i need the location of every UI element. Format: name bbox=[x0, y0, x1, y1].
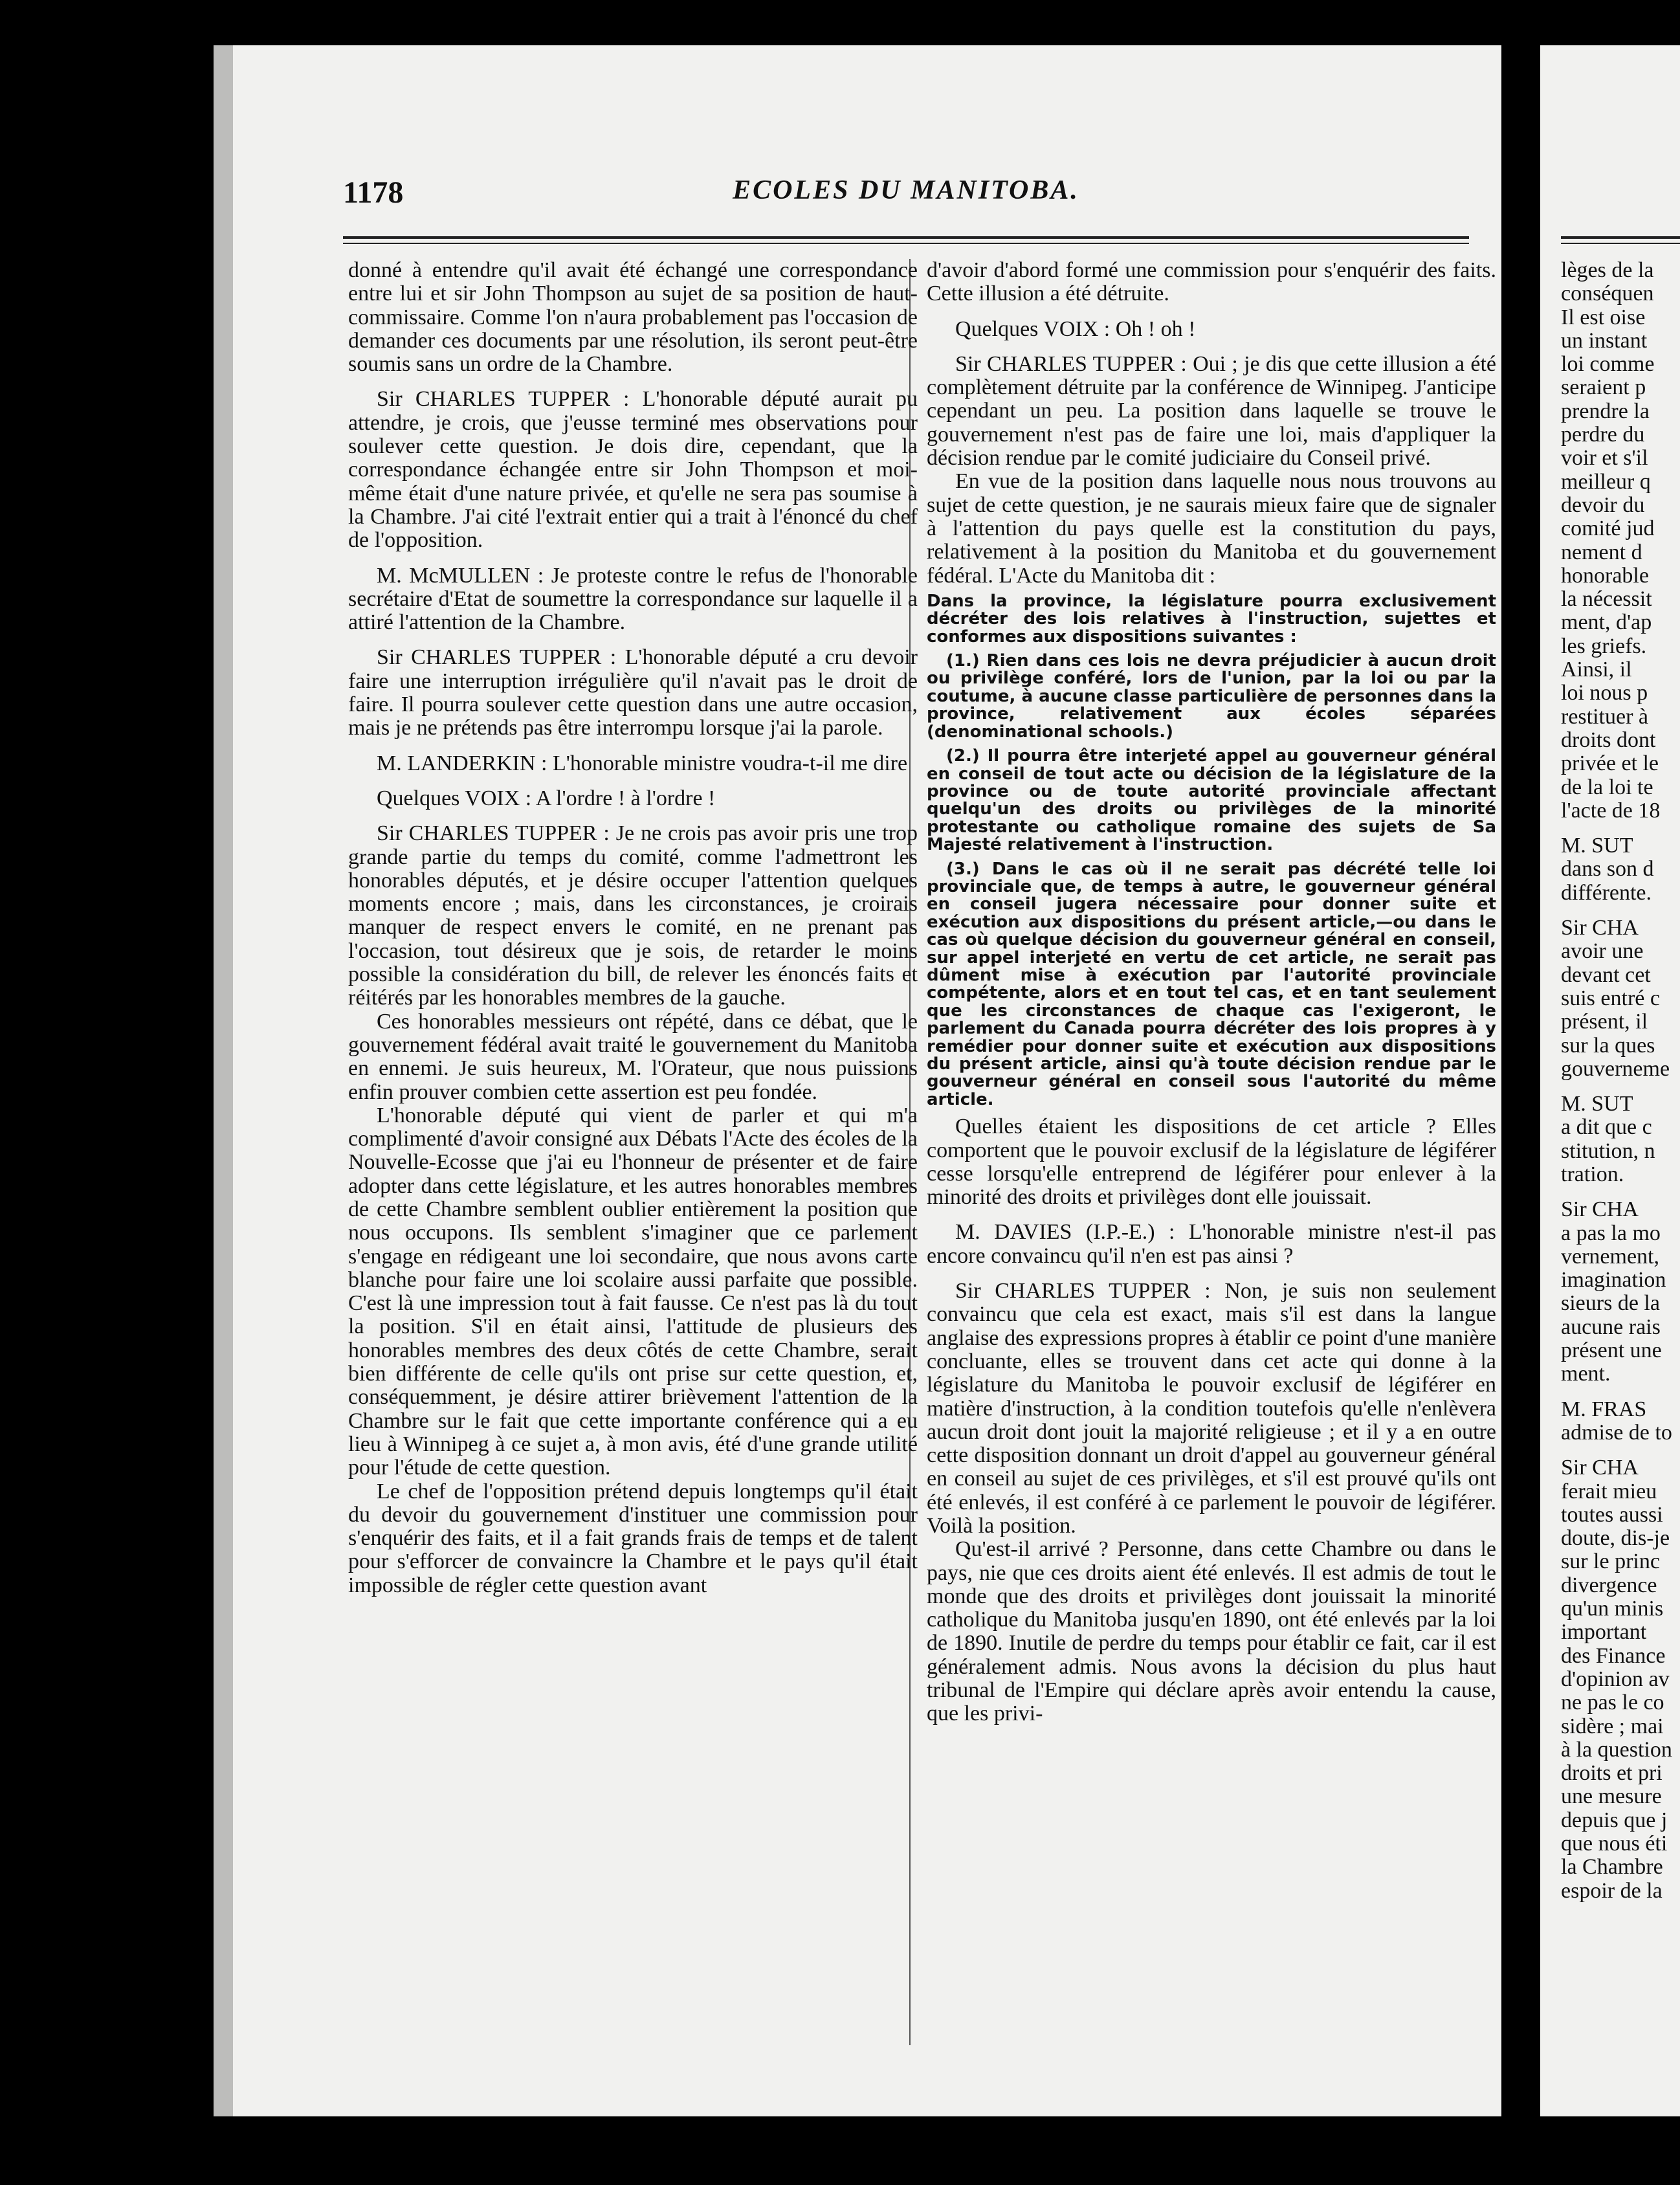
paragraph: Sir CHARLES TUPPER : L'honorable député aurait pu attendre, je crois, que j'eusse terminé mes observations pour soulever cette question. Je dois dire, cependant, que la correspondance échangée entre sir John Thompson et moi-même était d'une nature privée, et qu'elle ne sera pas soumise à la Chambre. J'ai cité l'extrait entier qui a trait à l'énoncé du chef de l'opposition. bbox=[348, 387, 918, 553]
page-number: 1178 bbox=[343, 175, 404, 210]
book-spine-shadow bbox=[214, 45, 233, 2116]
paragraph: M. LANDERKIN : L'honorable ministre voudra-t-il me dire bbox=[377, 751, 908, 775]
facing-line: un instant bbox=[1561, 328, 1648, 353]
facing-line: droits dont bbox=[1561, 727, 1656, 752]
facing-line: depuis que j bbox=[1561, 1808, 1668, 1832]
paragraph: Sir CHARLES TUPPER : L'honorable député a cru devoir faire une interruption irrégulière qu'il n'avait pas le droit de faire. Il pourra soulever cette question dans une autre occasion, mais je ne prétends pas être interrompu lorsque j'ai la parole. bbox=[348, 645, 918, 740]
facing-line: suis entré c bbox=[1561, 986, 1660, 1010]
facing-line: M. SUT bbox=[1561, 1092, 1633, 1116]
facing-line: ment, d'ap bbox=[1561, 610, 1652, 635]
page-header bbox=[343, 175, 1469, 220]
facing-line: important bbox=[1561, 1620, 1647, 1645]
facing-line: doute, dis-je bbox=[1561, 1526, 1670, 1551]
facing-line: divergence bbox=[1561, 1573, 1657, 1597]
header-rule-thin bbox=[343, 243, 1469, 244]
facing-line: dans son d bbox=[1561, 857, 1654, 882]
facing-line-gap bbox=[1561, 1445, 1680, 1456]
facing-line: une mesure bbox=[1561, 1784, 1662, 1809]
facing-line: conséquen bbox=[1561, 282, 1654, 306]
facing-line: ne pas le co bbox=[1561, 1691, 1664, 1715]
facing-line: a dit que c bbox=[1561, 1115, 1652, 1140]
facing-line: sidère ; mai bbox=[1561, 1714, 1664, 1738]
facing-line: Sir CHA bbox=[1561, 916, 1639, 940]
facing-line: sur le princ bbox=[1561, 1549, 1660, 1574]
facing-line: toutes aussi bbox=[1561, 1502, 1663, 1527]
facing-line: ment. bbox=[1561, 1362, 1611, 1386]
facing-line: stitution, n bbox=[1561, 1138, 1655, 1163]
facing-line: honorable bbox=[1561, 563, 1649, 588]
paragraph: Quelques VOIX : Oh ! oh ! bbox=[955, 316, 1196, 341]
facing-line: de la loi te bbox=[1561, 775, 1653, 799]
scan-border-top bbox=[0, 0, 1680, 45]
facing-line: que nous éti bbox=[1561, 1832, 1668, 1856]
facing-line: loi nous p bbox=[1561, 681, 1648, 705]
facing-gutter-shadow bbox=[1501, 0, 1540, 2185]
facing-line: restituer à bbox=[1561, 704, 1648, 729]
facing-line: présent, il bbox=[1561, 1010, 1648, 1034]
facing-line: l'acte de 18 bbox=[1561, 798, 1661, 823]
facing-line: ferait mieu bbox=[1561, 1479, 1657, 1503]
facing-line: présent une bbox=[1561, 1338, 1662, 1363]
facing-line: M. FRAS bbox=[1561, 1397, 1647, 1421]
facing-header-rule bbox=[1561, 236, 1680, 239]
facing-line: droits et pri bbox=[1561, 1761, 1663, 1786]
facing-line-gap bbox=[1561, 823, 1680, 834]
facing-line: admise de to bbox=[1561, 1420, 1672, 1445]
facing-header-rule-thin bbox=[1561, 243, 1680, 244]
paragraph: donné à entendre qu'il avait été échangé une correspondance entre lui et sir John Thompson au sujet de sa position de haut-commissaire. Comme l'on n'aura probablement pas l'occasion de demander ces documents par une résolution, ils seront peut-être soumis sans un ordre de la Chambre. bbox=[348, 258, 918, 377]
facing-line: imagination bbox=[1561, 1268, 1666, 1292]
statute-quote: Dans la province, la législature pourra exclusivement décréter des lois relatives à l'instruction, sujettes et conformes aux dispositions suivantes : bbox=[927, 591, 1496, 647]
facing-line-gap bbox=[1561, 1386, 1680, 1398]
facing-line: qu'un minis bbox=[1561, 1597, 1664, 1621]
facing-line: perdre du bbox=[1561, 423, 1645, 447]
facing-line: privée et le bbox=[1561, 751, 1659, 776]
paragraph: Qu'est-il arrivé ? Personne, dans cette Chambre ou dans le pays, nie que ces droits aient été enlevés. Il est admis de tout le monde que des droits et privilèges dont jouissait la minorité catholique du Manitoba jusqu'en 1890, ont été enlevés par la loi de 1890. Inutile de perdre du temps pour établir ce fait, car il est généralement admis. Nous avons la décision du plus haut tribunal de l'Empire qui déclare après avoir entendu la cause, que les privi- bbox=[927, 1537, 1496, 1726]
paragraph: Sir CHARLES TUPPER : Je ne crois pas avoir pris une trop grande partie du temps du comité, comme l'admettront les honorables députés, et je désire occuper l'attention quelques moments encore ; mais, dans les circonstances, je croirais manquer de respect envers le comité, en ne prenant pas l'occasion, tout désireux que je sois, de retarder le moins possible la considération du bill, de relever les énoncés faits et réitérés par les honorables membres de la gauche. bbox=[348, 821, 918, 1010]
paragraph: M. DAVIES (I.P.-E.) : L'honorable ministre n'est-il pas encore convaincu qu'il n'en est pas ainsi ? bbox=[927, 1220, 1496, 1268]
statute-quote: (3.) Dans le cas où il ne serait pas décrété telle loi provinciale que, de temps à autre, le gouverneur général en conseil jugera nécessaire pour donner suite et exécution aux dispositions du présent article,—ou dans le cas où quelque décision du gouverneur général en conseil, sur appel interjeté en vertu de cet article, ne serait pas dûment mise à exécution par l'autorité provinciale compétente, alors et en tout tel cas, et en tant seulement que les circonstances de chaque cas l'exigeront, le parlement du Canada pourra décréter des lois propres à y remédier pour donner suite et exécution aux dispositions du présent article, ainsi qu'à toute décision rendue par le gouverneur général en conseil sous l'autorité du même article. bbox=[927, 859, 1496, 1109]
statute-quote: (1.) Rien dans ces lois ne devra préjudicier à aucun droit ou privilège conféré, lors de l'union, par la loi ou par la coutume, à aucune classe particulière de personnes dans la province, relativement aux écoles séparées (denominational schools.) bbox=[927, 651, 1496, 742]
facing-line: gouverneme bbox=[1561, 1056, 1670, 1081]
left-column bbox=[348, 259, 918, 1597]
header-rule bbox=[343, 236, 1469, 239]
paragraph: Sir CHARLES TUPPER : Oui ; je dis que cette illusion a été complètement détruite par la conférence de Winnipeg. J'anticipe cependant un peu. La position dans laquelle se trouve le gouvernement n'est pas de faire une loi, mais d'appliquer la décision rendue par le comité judiciaire du Conseil privé. bbox=[927, 351, 1496, 471]
facing-line: la nécessit bbox=[1561, 587, 1652, 612]
paragraph: Quelques VOIX : A l'ordre ! à l'ordre ! bbox=[377, 786, 716, 810]
right-column bbox=[927, 259, 1496, 1738]
facing-line: voir et s'il bbox=[1561, 446, 1648, 471]
facing-line: d'opinion av bbox=[1561, 1667, 1670, 1691]
facing-line: sur la ques bbox=[1561, 1033, 1655, 1058]
facing-line: seraient p bbox=[1561, 375, 1646, 400]
facing-line: espoir de la bbox=[1561, 1878, 1663, 1903]
facing-line: devant cet bbox=[1561, 962, 1651, 987]
paragraph: d'avoir d'abord formé une commission pour s'enquérir des faits. Cette illusion a été détruite. bbox=[927, 258, 1496, 306]
statute-quote: (2.) Il pourra être interjeté appel au gouverneur général en conseil de tout acte ou décision de la législature de la province ou de toute autorité provinciale affectant quelqu'un des droits ou privilèges de la minorité protestante ou catholique romaine des sujets de Sa Majesté relativement à l'instruction. bbox=[927, 746, 1496, 855]
paragraph: M. McMULLEN : Je proteste contre le refus de l'honorable secrétaire d'Etat de soumettre la correspondance sur laquelle il a attiré l'attention de la Chambre. bbox=[348, 563, 918, 635]
facing-line: la Chambre bbox=[1561, 1855, 1663, 1880]
facing-line: devoir du bbox=[1561, 493, 1645, 517]
facing-line-gap bbox=[1561, 905, 1680, 916]
facing-line: différente. bbox=[1561, 880, 1652, 905]
facing-line: à la question bbox=[1561, 1737, 1672, 1762]
running-title: ECOLES DU MANITOBA. bbox=[733, 175, 1079, 205]
facing-line: M. SUT bbox=[1561, 834, 1633, 858]
paragraph: Quelles étaient les dispositions de cet article ? Elles comportent que le pouvoir exclusif de la législature de légiférer cesse lorsqu'elle entreprend de légiférer pour enlever à la minorité des droits et privilèges dont elle jouissait. bbox=[927, 1115, 1496, 1210]
facing-line: prendre la bbox=[1561, 399, 1650, 423]
facing-line: a pas la mo bbox=[1561, 1221, 1661, 1245]
facing-line: loi comme bbox=[1561, 352, 1655, 377]
scan-border-bottom bbox=[0, 2120, 1680, 2185]
facing-line: tration. bbox=[1561, 1162, 1624, 1186]
facing-line: Il est oise bbox=[1561, 305, 1646, 329]
facing-line: sieurs de la bbox=[1561, 1291, 1660, 1316]
facing-line: avoir une bbox=[1561, 939, 1644, 964]
facing-line: meilleur q bbox=[1561, 469, 1651, 494]
facing-line: les griefs. bbox=[1561, 634, 1647, 658]
facing-line: des Finance bbox=[1561, 1643, 1666, 1668]
facing-page-fragment bbox=[1540, 45, 1680, 2116]
facing-line: Sir CHA bbox=[1561, 1456, 1639, 1480]
facing-line: comité jud bbox=[1561, 516, 1655, 541]
facing-line: vernement, bbox=[1561, 1244, 1659, 1269]
facing-line-gap bbox=[1561, 1186, 1680, 1198]
facing-line: Sir CHA bbox=[1561, 1197, 1639, 1222]
paragraph: Sir CHARLES TUPPER : Non, je suis non seulement convaincu que cela est exact, mais s'il est dans la langue anglaise des expressions propres à établir ce point d'une manière concluante, elles se trouvent dans cet acte qui donne à la législature du Manitoba le pouvoir exclusif de légiférer en matière d'instruction, à la condition toutefois qu'elle n'enlèvera aucun droit dont jouit la majorité religieuse ; et il y a en outre cette disposition donnant un droit d'appel au gouverneur général en conseil au sujet de ces privilèges, et s'il est prouvé qu'ils ont été enlevés, il est conféré à ce parlement le pouvoir de légiférer. Voilà la position. bbox=[927, 1279, 1496, 1538]
facing-column bbox=[1561, 259, 1680, 1903]
paragraph: L'honorable député qui vient de parler et qui m'a complimenté d'avoir consigné aux Débats l'Acte des écoles de la Nouvelle-Ecosse que j'ai eu l'honneur de présenter et de faire adopter dans cette législature, et les autres honorables membres de cette Chambre semblent oublier entièrement la position que nous occupons. Ils semblent s'imaginer que ce parlement s'engage en rédigeant une loi secondaire, que nous avons carte blanche pour faire une loi scolaire aussi parfaite que possible. C'est là une impression tout à fait fausse. Ce n'est pas là du tout la position. S'il en était ainsi, l'attitude de plusieurs des honorables membres des deux côtés de cette Chambre, serait bien différente de celle qu'ils ont prise sur cette question, et, conséquemment, je désire attirer brièvement l'attention de la Chambre sur le fait que cette importante conférence qui a eu lieu à Winnipeg à ce sujet a, à mon avis, été d'une grande utilité pour l'étude de cette question. bbox=[348, 1103, 918, 1480]
document-page bbox=[233, 45, 1501, 2116]
facing-line: Ainsi, il bbox=[1561, 658, 1632, 682]
facing-line: lèges de la bbox=[1561, 258, 1654, 282]
facing-line: aucune rais bbox=[1561, 1314, 1661, 1339]
paragraph: Ces honorables messieurs ont répété, dans ce débat, que le gouvernement fédéral avait traité le gouvernement du Manitoba en ennemi. Je suis heureux, M. l'Orateur, que nous puissions enfin prouver combien cette assertion est peu fondée. bbox=[348, 1009, 918, 1104]
paragraph: En vue de la position dans laquelle nous nous trouvons au sujet de cette question, je ne saurais mieux faire que de signaler à l'attention du pays quelle est la constitution du pays, relativement à la position du Manitoba et du gouvernement fédéral. L'Acte du Manitoba dit : bbox=[927, 469, 1496, 588]
facing-line: nement d bbox=[1561, 540, 1642, 564]
facing-line-gap bbox=[1561, 1081, 1680, 1092]
paragraph: Le chef de l'opposition prétend depuis longtemps qu'il était du devoir du gouvernement d'instituer une commission pour s'enquérir des faits, et il a fait grands frais de temps et de talent pour s'efforcer de convaincre la Chambre et le pays qu'il était impossible de régler cette question avant bbox=[348, 1479, 918, 1597]
